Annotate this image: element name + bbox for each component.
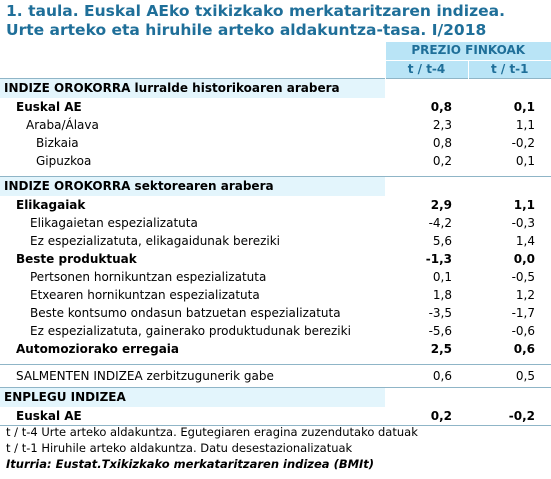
header-group-row: [0, 42, 551, 60]
row-value-yoy: 0,2: [385, 407, 468, 426]
row-value-qoq: 0,1: [515, 154, 535, 168]
table-row: [0, 232, 551, 250]
section-title: INDIZE OROKORRA sektorearen arabera: [0, 177, 385, 197]
row-value-yoy: 0,8: [430, 100, 452, 114]
row-label: Elikagaiak: [16, 198, 86, 212]
data-table: [0, 42, 551, 426]
row-value-qoq: 1,4: [515, 234, 535, 248]
table-row: [0, 304, 551, 322]
column-header-yoy: t / t-4: [385, 60, 468, 79]
row-value-yoy: 0,2: [432, 154, 452, 168]
row-value-yoy: 0,1: [432, 270, 452, 284]
row-value-qoq: 0,0: [513, 252, 535, 266]
row-value-qoq: -1,7: [511, 306, 535, 320]
section-title: INDIZE OROKORRA lurralde historikoaren arabera: [0, 79, 385, 99]
row-value-qoq: -0,6: [511, 324, 535, 338]
footnotes: [6, 424, 551, 472]
header-columns-row: [0, 60, 551, 79]
section-heading-territory: [0, 79, 551, 99]
row-value-yoy: 2,3: [432, 118, 452, 132]
section-heading-sector: [0, 177, 551, 197]
row-value-qoq: 1,1: [513, 198, 535, 212]
row-label: Pertsonen hornikuntzan espezializatuta: [30, 270, 267, 284]
table-row-sales-index: [0, 365, 551, 388]
row-value-yoy: 0,8: [432, 136, 452, 150]
row-label: Beste kontsumo ondasun batzuetan espezializatuta: [30, 306, 341, 320]
row-value-yoy: 5,6: [432, 234, 452, 248]
table-row: [0, 196, 551, 214]
row-value-yoy: -1,3: [425, 252, 452, 266]
section-title: ENPLEGU INDIZEA: [0, 388, 385, 408]
row-label: SALMENTEN INDIZEA zerbitzugunerik gabe: [16, 369, 274, 383]
row-value-qoq: 1,2: [515, 288, 535, 302]
row-value-yoy: -5,6: [428, 324, 452, 338]
row-label: Euskal AE: [16, 100, 82, 114]
row-value-qoq: -0,2: [511, 136, 535, 150]
row-value-qoq: -0,3: [511, 216, 535, 230]
table-row: [0, 340, 551, 358]
row-value-yoy: -3,5: [428, 306, 452, 320]
table-row: [0, 134, 551, 152]
row-label: Gipuzkoa: [36, 154, 92, 168]
table-title: 1. taula. Euskal AEko txikizkako merkataritzaren indizea. Urte arteko eta hiruhile arteko aldakuntza-tasa. I/2018: [6, 2, 505, 39]
row-value-qoq: -0,5: [511, 270, 535, 284]
row-label: Ez espezializatuta, gainerako produktudunak bereziki: [30, 324, 351, 338]
table-row: [0, 250, 551, 268]
source-note: Iturria: Eustat.Txikizkako merkataritzaren indizea (BMIt): [6, 457, 375, 471]
row-value-yoy: 2,9: [430, 198, 452, 212]
table-row: [0, 214, 551, 232]
section-heading-employment: [0, 388, 551, 408]
row-label: Ez espezializatuta, elikagaidunak bereziki: [30, 234, 280, 248]
row-value-qoq: 0,5: [515, 369, 535, 383]
row-value-yoy: -4,2: [428, 216, 452, 230]
row-label: Elikagaietan espezializatuta: [30, 216, 198, 230]
row-value-qoq: 0,1: [513, 100, 535, 114]
row-label: Euskal AE: [0, 407, 385, 426]
row-value-yoy: 1,8: [432, 288, 452, 302]
row-value-qoq: 0,6: [513, 342, 535, 356]
table-row: [0, 268, 551, 286]
footnote-yoy: t / t-4 Urte arteko aldakuntza. Egutegiaren eragina zuzendutako datuak: [6, 425, 418, 439]
row-value-yoy: 0,6: [432, 369, 452, 383]
row-value-qoq: 1,1: [515, 118, 535, 132]
table-row: [0, 116, 551, 134]
row-label: Araba/Álava: [26, 118, 99, 132]
row-value-yoy: 2,5: [430, 342, 452, 356]
row-label: Beste produktuak: [16, 252, 137, 266]
row-value-qoq: -0,2: [468, 407, 551, 426]
table-row: [0, 152, 551, 170]
header-group-label: PREZIO FINKOAK: [385, 42, 551, 60]
row-label: Etxearen hornikuntzan espezializatuta: [30, 288, 260, 302]
table-row: [0, 407, 551, 426]
row-label: Bizkaia: [36, 136, 79, 150]
column-header-qoq: t / t-1: [468, 60, 551, 79]
table-row: [0, 322, 551, 340]
table-row: [0, 286, 551, 304]
footnote-qoq: t / t-1 Hiruhile arteko aldakuntza. Datu desestazionalizatuak: [6, 441, 353, 455]
table-row: [0, 98, 551, 116]
row-label: Automoziorako erregaia: [16, 342, 180, 356]
